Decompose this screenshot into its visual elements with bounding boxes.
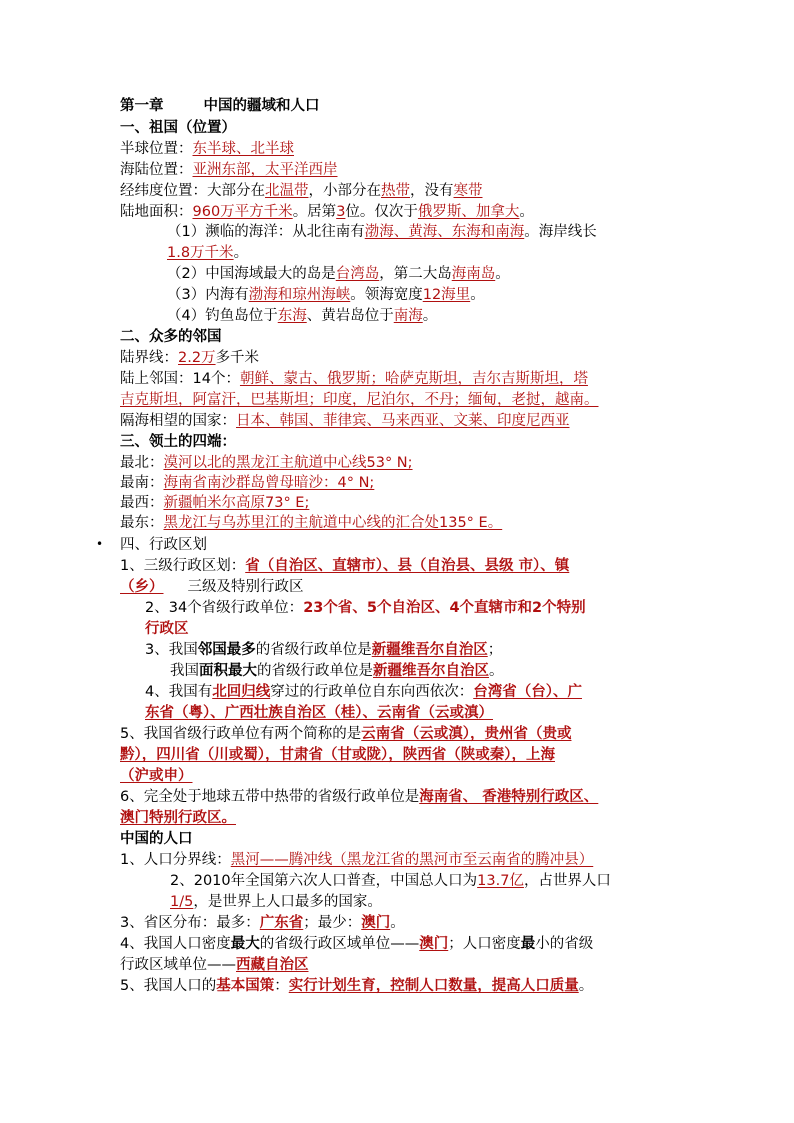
- text-line: [120, 202, 534, 222]
- answer: 新疆帕米尔高原73° E;: [163, 495, 310, 511]
- label: 陆上邻国：14个：: [120, 371, 240, 387]
- text: 3、我国: [145, 642, 198, 658]
- answer: 新疆维吾尔自治区: [373, 663, 489, 679]
- text-line: [120, 390, 599, 410]
- answer: 亚洲东部，太平洋西岸: [192, 162, 338, 178]
- chapter-title: [120, 96, 320, 116]
- text: ，没有: [410, 183, 454, 199]
- text: 。: [422, 308, 438, 324]
- text-line: [145, 598, 586, 618]
- text: ，第二大岛: [379, 266, 452, 282]
- text-line: [120, 348, 259, 368]
- label: 最西：: [120, 495, 164, 511]
- emphasis: 基本国策: [216, 978, 275, 994]
- emphasis: 最大: [230, 936, 260, 952]
- text: ；人口密度: [448, 936, 521, 952]
- answer: 东省（粤）、广西壮族自治区（桂）、云南省（云或滇）: [145, 705, 493, 721]
- text-line: [120, 787, 598, 807]
- answer: （乡）: [120, 579, 164, 595]
- label: 最南：: [120, 475, 164, 491]
- text: ，小部分在: [308, 183, 381, 199]
- answer: 广东省: [259, 915, 304, 931]
- text-line: [120, 369, 588, 389]
- answer: 行政区: [145, 621, 189, 637]
- text-line: [167, 264, 510, 284]
- label: 最北：: [120, 455, 164, 471]
- text: ；: [487, 642, 503, 658]
- text: ，占世界人口: [523, 873, 611, 889]
- answer: 12海里: [422, 287, 471, 303]
- answer: 海南省南沙群岛曾母暗沙：4° N;: [163, 475, 375, 491]
- text-line: [120, 724, 571, 744]
- text: 行政区域单位——: [120, 957, 236, 973]
- answer: 1.8万千米: [167, 245, 234, 261]
- answer: 澳门特别行政区。: [120, 810, 236, 826]
- answer: 2.2万: [178, 350, 216, 366]
- text: 的省级行政单位是: [257, 663, 373, 679]
- text: 三级及特别行政区: [187, 579, 304, 595]
- answer: 实行计划生育，控制人口数量，提高人口质量: [288, 978, 579, 994]
- text: 。: [470, 287, 485, 303]
- text-line: [120, 934, 593, 954]
- text-line: [120, 577, 304, 597]
- text: 4、我国有: [145, 684, 213, 700]
- answer: 黔），四川省（川或蜀），甘肃省（甘或陇），陕西省（陕或秦），上海: [120, 747, 555, 763]
- answer: 新疆维吾尔自治区: [371, 642, 488, 658]
- text-line: [167, 285, 485, 305]
- section-heading: 三、领土的四端：: [120, 434, 236, 450]
- answer: 渤海和琼州海峡: [248, 287, 351, 303]
- text-line: [145, 682, 582, 702]
- section-heading: 一、祖国（位置）: [120, 120, 236, 136]
- text: 5、我国省级行政单位有两个简称的是: [120, 726, 362, 742]
- text-line: [167, 222, 597, 242]
- answer: 23个省、5个自治区、4个直辖市和2个特别: [303, 600, 586, 616]
- answer: 13.7亿: [477, 873, 524, 889]
- text: 我国: [170, 663, 199, 679]
- text: 。: [233, 245, 249, 261]
- emphasis: 邻国最多: [197, 642, 256, 658]
- text: 。: [390, 915, 405, 931]
- text-line: [120, 493, 309, 513]
- text: 2、34个省级行政单位：: [145, 600, 304, 616]
- text: 的省级行政区域单位——: [259, 936, 420, 952]
- text-line: [170, 871, 611, 891]
- answer: 渤海、黄海、东海和南海: [364, 224, 525, 240]
- answer: 东海: [277, 308, 307, 324]
- answer: 漠河以北的黑龙江主航道中心线53° N;: [163, 455, 413, 471]
- text-line: [167, 306, 437, 326]
- text-line: [120, 473, 374, 493]
- text: 1、三级行政区划：: [120, 558, 246, 574]
- answer: 1/5: [170, 894, 194, 910]
- text: ；最少：: [303, 915, 362, 931]
- answer: 朝鲜、蒙古、俄罗斯；哈萨克斯坦，吉尔吉斯斯坦，塔: [239, 371, 588, 387]
- text: ，是世界上人口最多的国家。: [193, 894, 382, 910]
- text: 1、人口分界线：: [120, 852, 231, 868]
- text: 。领海宽度: [350, 287, 423, 303]
- text-line: [145, 619, 189, 639]
- label: 陆地面积：: [120, 204, 193, 220]
- label: 经纬度位置：大部分在: [120, 183, 265, 199]
- text: 3、省区分布：最多：: [120, 915, 260, 931]
- text-line: [120, 181, 483, 201]
- text-line: [120, 411, 570, 431]
- emphasis: 最: [520, 936, 536, 952]
- text: 穿过的行政单位自东向西依次：: [270, 684, 474, 700]
- section-heading: 四、行政区划: [120, 537, 207, 553]
- label: 隔海相望的国家：: [120, 413, 236, 429]
- text: （2）中国海域最大的岛是: [167, 266, 336, 282]
- text-line: [145, 703, 493, 723]
- answer: （沪或申）: [120, 768, 193, 784]
- answer: 寒带: [453, 183, 483, 199]
- answer: 海南岛: [451, 266, 496, 282]
- text: （1）濒临的海洋：从北往南有: [167, 224, 365, 240]
- answer: 南海: [393, 308, 423, 324]
- answer: 澳门: [419, 936, 449, 952]
- text-line: [120, 976, 593, 996]
- text-line: [170, 892, 382, 912]
- text: 4、我国人口密度: [120, 936, 231, 952]
- chapter-name: 中国的疆域和人口: [203, 98, 320, 114]
- answer: 960万平方千米: [192, 204, 293, 220]
- text-line: [170, 661, 504, 681]
- answer: 北温带: [265, 183, 309, 199]
- text: 。居第: [292, 204, 337, 220]
- text: 的省级行政单位是: [255, 642, 372, 658]
- label: 半球位置：: [120, 141, 193, 157]
- text-line: [120, 513, 502, 533]
- label: 最东：: [120, 515, 164, 531]
- section-heading: 二、众多的邻国: [120, 329, 222, 345]
- text: 。: [578, 978, 594, 994]
- answer: 热带: [381, 183, 410, 199]
- label: 海陆位置：: [120, 162, 193, 178]
- answer: 澳门: [361, 915, 391, 931]
- text: ：: [274, 978, 289, 994]
- answer: 黑河——腾冲线（黑龙江省的黑河市至云南省的腾冲县）: [230, 852, 594, 868]
- text-line: [120, 913, 405, 933]
- text-line: [120, 556, 569, 576]
- text: 2、2010年全国第六次人口普查，中国总人口为: [170, 873, 478, 889]
- answer: 海南省、 香港特别行政区、: [419, 789, 599, 805]
- answer: 东半球、北半球: [192, 141, 294, 157]
- text: 位。仅次于: [345, 204, 418, 220]
- answer: 日本、韩国、菲律宾、马来西亚、文莱、印度尼西亚: [236, 413, 570, 429]
- bullet-icon: •: [96, 537, 104, 551]
- answer: 台湾省（台）、广: [473, 684, 582, 700]
- text: 。: [495, 266, 510, 282]
- answer: 省（自治区、直辖市）、县（自治县、县级 市）、镇: [245, 558, 570, 574]
- text: 。: [519, 204, 534, 220]
- answer: 俄罗斯、加拿大: [417, 204, 520, 220]
- text-line: [120, 745, 555, 765]
- text-line: [145, 640, 502, 660]
- text-line: [120, 160, 338, 180]
- text: 多千米: [215, 350, 260, 366]
- text: （3）内海有: [167, 287, 249, 303]
- emphasis: 北回归线: [212, 684, 271, 700]
- text: 小的省级: [535, 936, 594, 952]
- text: 5、我国人口的: [120, 978, 217, 994]
- text-line: [120, 453, 413, 473]
- chapter-number: 第一章: [120, 98, 164, 114]
- answer: 3: [336, 204, 346, 220]
- answer: 西藏自治区: [236, 957, 309, 973]
- answer: 云南省（云或滇），贵州省（贵或: [361, 726, 572, 742]
- text-line: [120, 766, 193, 786]
- text-line: [120, 808, 236, 828]
- text-line: [120, 850, 593, 870]
- text: 6、完全处于地球五带中热带的省级行政单位是: [120, 789, 420, 805]
- text-line: [120, 139, 294, 159]
- section-heading: 中国的人口: [120, 831, 193, 847]
- text: 、黄岩岛位于: [306, 308, 394, 324]
- text-line: [167, 243, 248, 263]
- text: （4）钓鱼岛位于: [167, 308, 278, 324]
- text: 。海岸线长: [524, 224, 597, 240]
- answer: 台湾岛: [335, 266, 380, 282]
- label: 陆界线：: [120, 350, 178, 366]
- answer: 吉克斯坦，阿富汗，巴基斯坦；印度，尼泊尔，不丹；缅甸，老挝，越南。: [120, 392, 599, 408]
- text-line: [120, 955, 309, 975]
- answer: 黑龙江与乌苏里江的主航道中心线的汇合处135° E。: [163, 515, 503, 531]
- emphasis: 面积最大: [199, 663, 257, 679]
- text: 。: [489, 663, 504, 679]
